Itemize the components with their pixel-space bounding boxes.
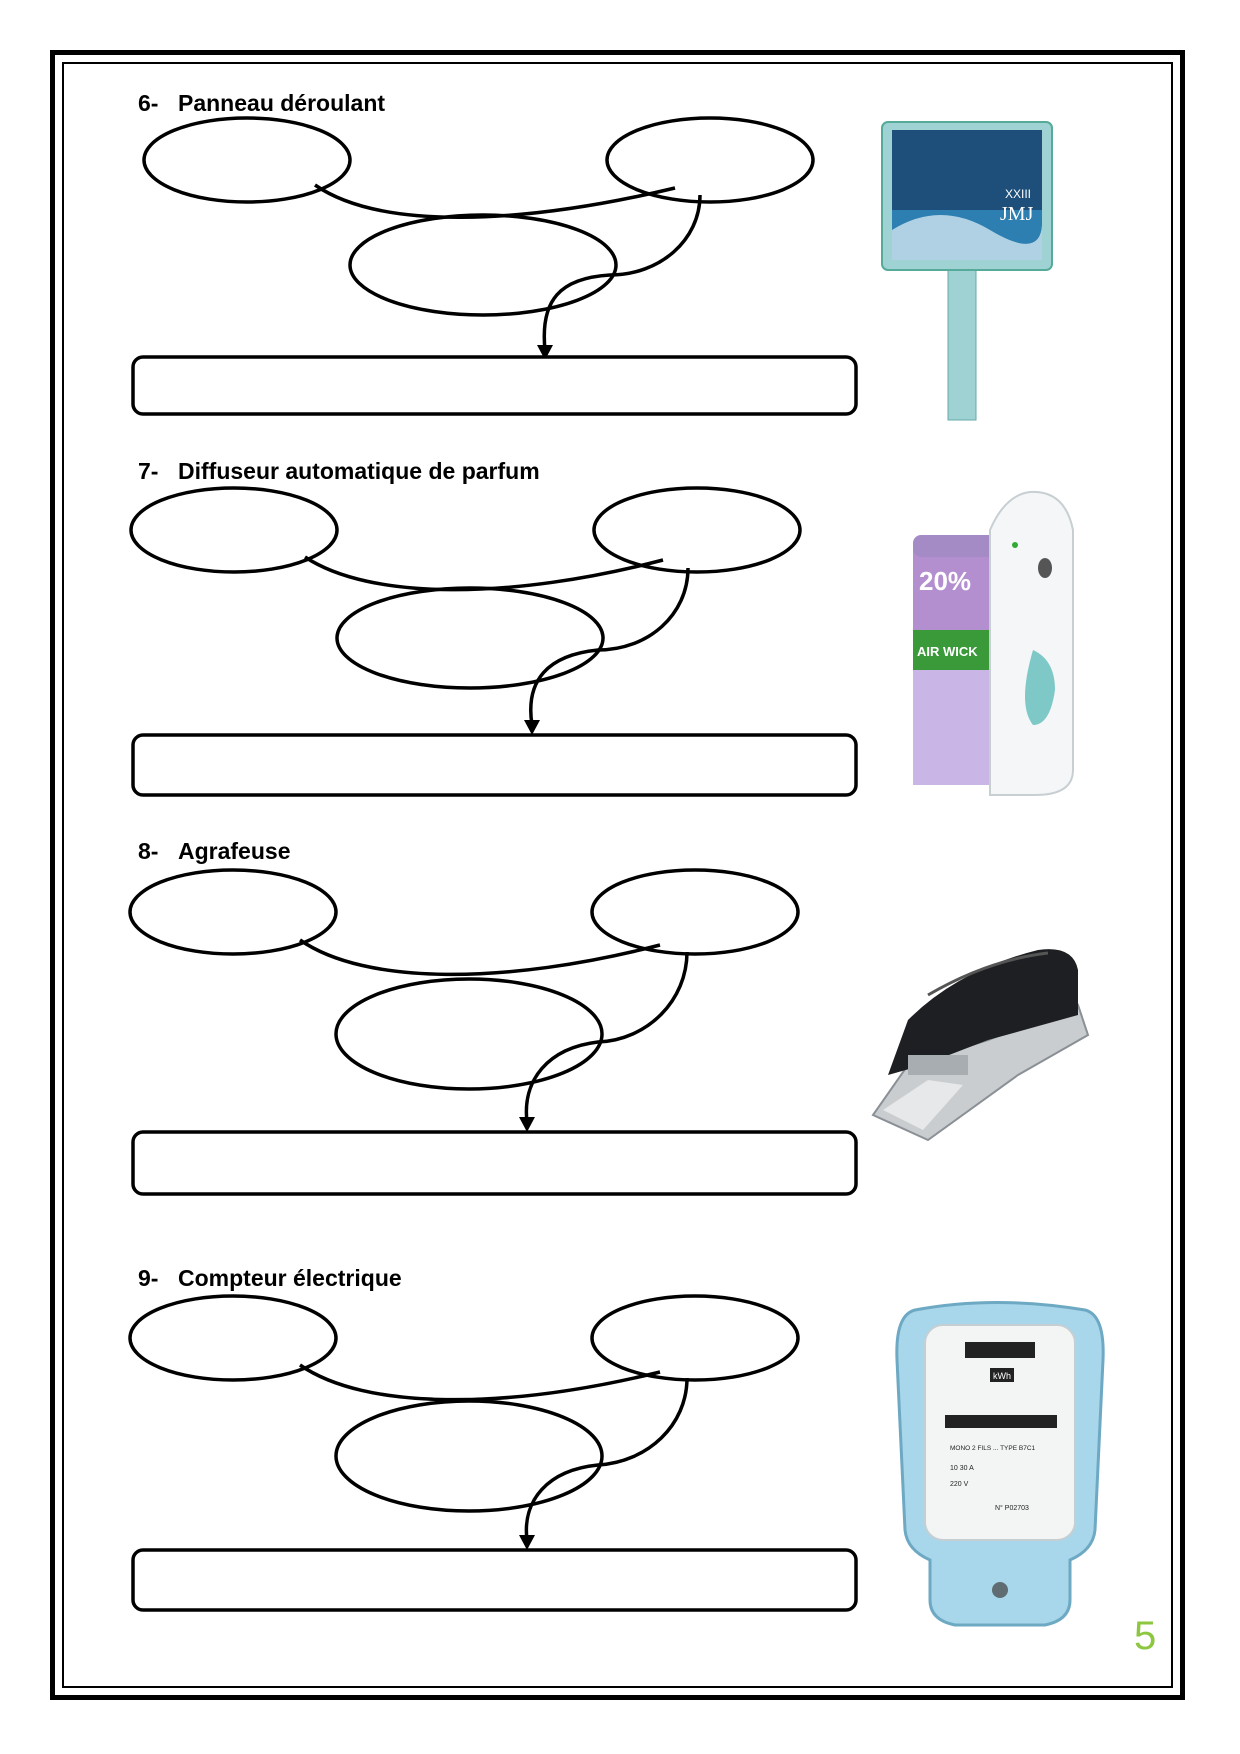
exercise-number: 7- (138, 458, 159, 484)
meter-amps: 10 30 A (950, 1465, 974, 1472)
billboard-subtext: XXIII (1005, 187, 1032, 201)
billboard-text: JMJ (1000, 203, 1034, 225)
exercise-number: 8- (138, 838, 159, 864)
exercise-name: Diffuseur automatique de parfum (178, 458, 540, 484)
exercise-number: 9- (138, 1265, 159, 1291)
promo-text: 20% (919, 566, 972, 596)
meter-volts: 220 V (950, 1481, 969, 1488)
meter-unit: kWh (993, 1371, 1011, 1381)
exercise-name: Compteur électrique (178, 1265, 402, 1291)
output-ellipse[interactable] (592, 1296, 798, 1380)
exercise-name: Panneau déroulant (178, 90, 386, 116)
meter-serial: N° P02703 (995, 1505, 1029, 1512)
brand-text: AIR WICK (917, 644, 978, 659)
function-ellipse[interactable] (336, 1401, 602, 1511)
connector-line (300, 1365, 660, 1400)
page-number: 5 (1134, 1614, 1157, 1658)
answer-box[interactable] (133, 1550, 856, 1610)
exercise-number: 6- (138, 90, 159, 116)
exercise-name: Agrafeuse (178, 838, 291, 864)
arrow-head-icon (519, 1535, 535, 1550)
electric-meter-icon (895, 1300, 1105, 1630)
meter-model: MONO 2 FILS ... TYPE B7C1 (950, 1445, 1036, 1452)
